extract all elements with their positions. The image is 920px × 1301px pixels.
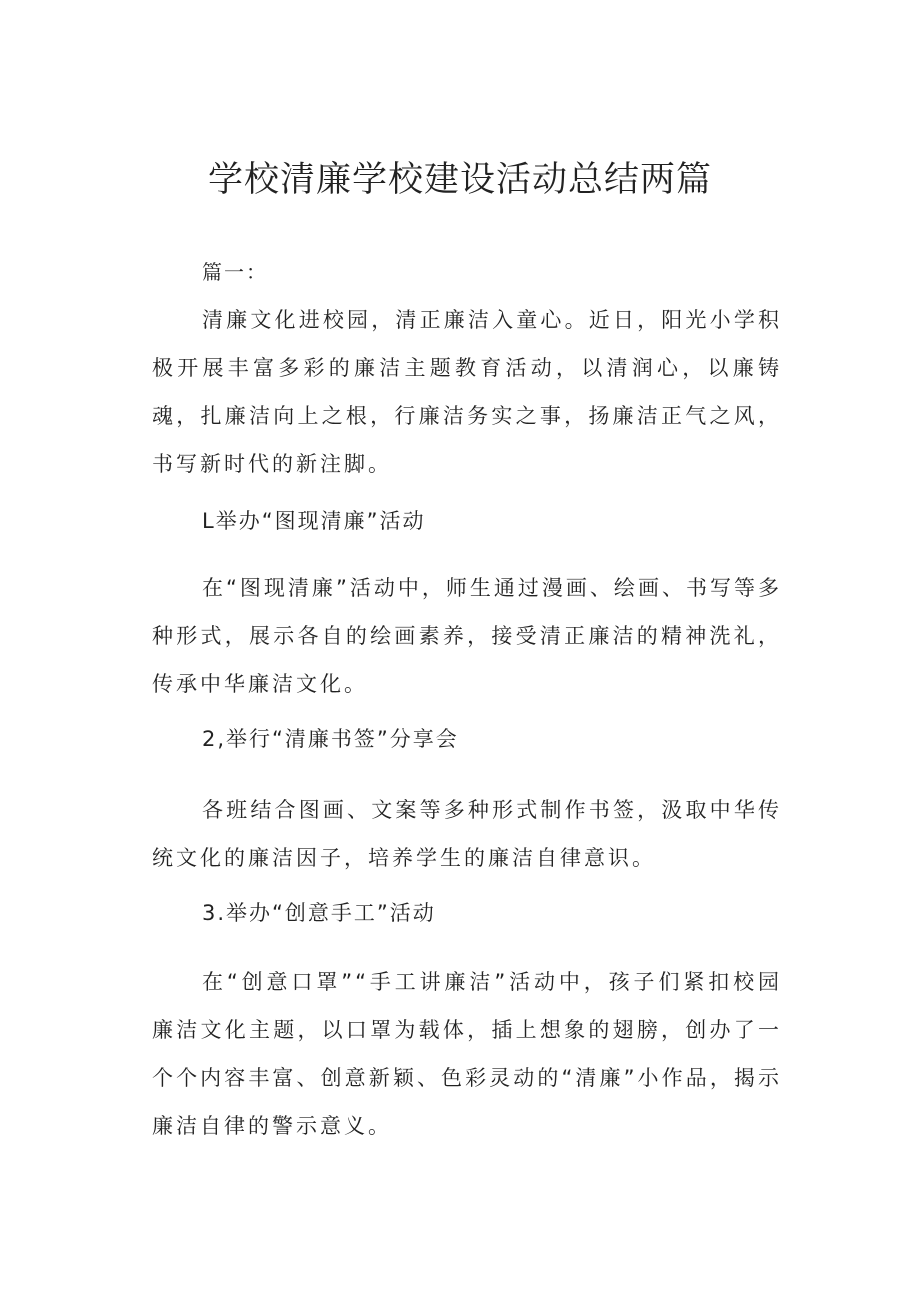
part-label: 篇一： (202, 260, 268, 284)
section-1-heading: L举办“图现清廉”活动 (202, 509, 426, 533)
section-3-body: 在“创意口罩”“手工讲廉洁”活动中，孩子们紧扣校园廉洁文化主题，以口罩为载体，插上想象的翅膀，创办了一个个内容丰富、创意新颖、色彩灵动的“清廉”小作品，揭示廉洁自律的警示意义。 (152, 970, 782, 1138)
section-1-body: 在“图现清廉”活动中，师生通过漫画、绘画、书写等多种形式，展示各自的绘画素养，接受清正廉洁的精神洗礼，传承中华廉洁文化。 (152, 576, 782, 696)
intro-paragraph: 清廉文化进校园，清正廉洁入童心。近日，阳光小学积极开展丰富多彩的廉洁主题教育活动，以清润心，以廉铸魂，扎廉洁向上之根，行廉洁务实之事，扬廉洁正气之风，书写新时代的新注脚。 (152, 308, 782, 476)
section-2-body: 各班结合图画、文案等多种形式制作书签，汲取中华传统文化的廉洁因子，培养学生的廉洁自律意识。 (152, 798, 782, 870)
section-3-heading: 3.举办“创意手工”活动 (202, 901, 436, 925)
document-title: 学校清廉学校建设活动总结两篇 (207, 160, 712, 200)
section-2-heading: 2,举行“清廉书签”分享会 (202, 727, 459, 751)
